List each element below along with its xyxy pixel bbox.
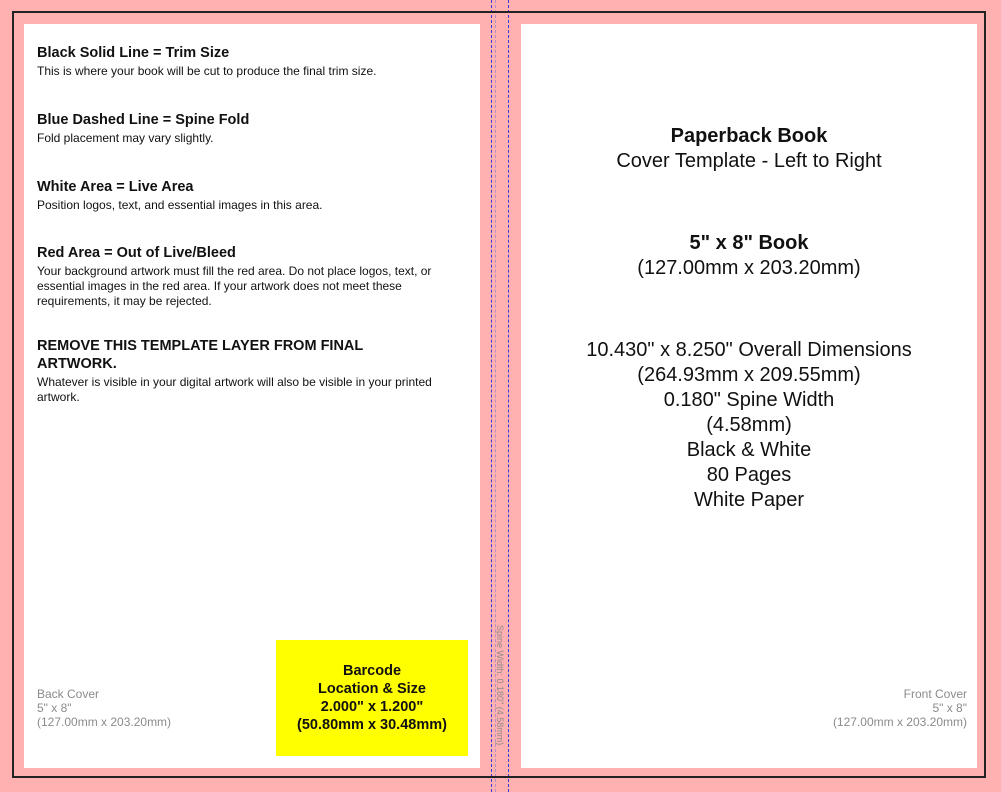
legend-title: Blue Dashed Line = Spine Fold bbox=[37, 112, 250, 128]
front-book-size-block bbox=[521, 231, 977, 281]
front-cover-live-area bbox=[521, 24, 977, 768]
front-book-metric: (127.00mm x 203.20mm) bbox=[637, 257, 861, 279]
back-cover-live-area bbox=[24, 24, 480, 768]
front-book-size: 5" x 8" Book bbox=[689, 232, 809, 254]
front-subtitle: Cover Template - Left to Right bbox=[616, 150, 882, 172]
legend-title: Red Area = Out of Live/Bleed bbox=[37, 245, 236, 261]
barcode-line: Barcode bbox=[342, 663, 402, 679]
front-spec: 10.430" x 8.250" Overall Dimensions bbox=[586, 339, 912, 361]
front-specs-block bbox=[521, 338, 977, 513]
spine-width-label: Spine Width: 0.180" (4.58mm) bbox=[495, 625, 505, 746]
legend-desc: Position logos, text, and essential images in this area. bbox=[37, 198, 323, 212]
legend-title: White Area = Live Area bbox=[37, 179, 194, 195]
front-spec: 0.180" Spine Width bbox=[663, 389, 835, 411]
front-title: Paperback Book bbox=[670, 125, 828, 147]
back-cover-label bbox=[37, 687, 171, 729]
front-spec: (264.93mm x 209.55mm) bbox=[637, 364, 861, 386]
back-cover-name: Back Cover bbox=[37, 687, 100, 701]
legend-spine-fold bbox=[37, 111, 477, 146]
front-spec: (4.58mm) bbox=[706, 414, 792, 436]
barcode-line: (50.80mm x 30.48mm) bbox=[297, 717, 447, 733]
legend-trim-size bbox=[37, 44, 477, 79]
front-title-block bbox=[521, 124, 977, 174]
barcode-line: Location & Size bbox=[318, 681, 426, 697]
legend-desc: This is where your book will be cut to produce the final trim size. bbox=[37, 64, 377, 78]
legend-title: REMOVE THIS TEMPLATE LAYER FROM FINAL ARTWORK. bbox=[37, 338, 363, 372]
front-cover-name: Front Cover bbox=[903, 687, 967, 701]
legend-title: Black Solid Line = Trim Size bbox=[37, 45, 230, 61]
legend-live-area bbox=[37, 178, 477, 213]
legend-desc: Fold placement may vary slightly. bbox=[37, 131, 214, 145]
legend-desc: Whatever is visible in your digital artwork will also be visible in your printed artwork. bbox=[37, 375, 432, 404]
front-spec: 80 Pages bbox=[706, 464, 792, 486]
legend-bleed-area bbox=[37, 244, 473, 309]
front-cover-size: 5" x 8" bbox=[932, 701, 967, 715]
back-cover-metric: (127.00mm x 203.20mm) bbox=[37, 715, 172, 729]
barcode-line: 2.000" x 1.200" bbox=[320, 699, 424, 715]
front-cover-label bbox=[833, 687, 967, 729]
back-cover-size: 5" x 8" bbox=[37, 701, 72, 715]
legend-remove-template bbox=[37, 337, 437, 405]
front-spec: White Paper bbox=[693, 489, 805, 511]
spine-fold-line-right bbox=[508, 0, 509, 792]
front-spec: Black & White bbox=[686, 439, 812, 461]
front-cover-metric: (127.00mm x 203.20mm) bbox=[832, 715, 967, 729]
legend-desc: Your background artwork must fill the red area. Do not place logos, text, or essential images in the red area. If your artwork does not meet these requirements, it may be rejected. bbox=[37, 264, 432, 308]
barcode-area bbox=[276, 640, 468, 756]
